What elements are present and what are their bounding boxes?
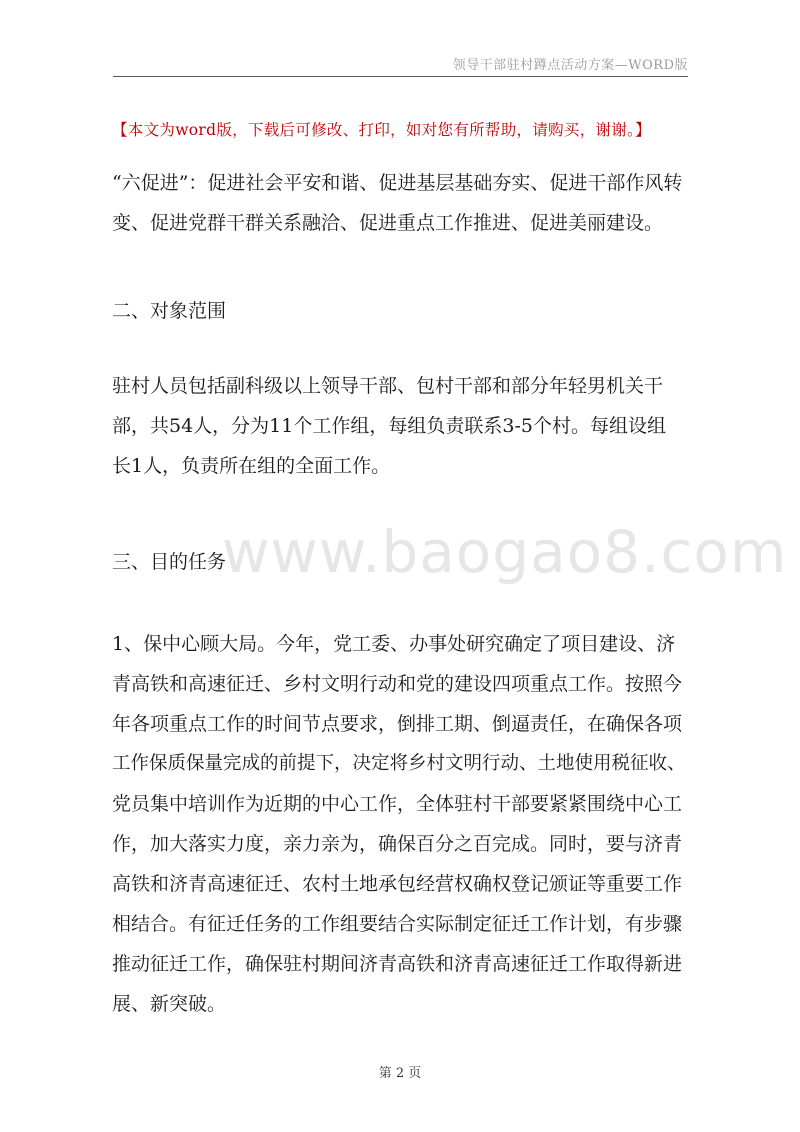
text-line: 工作保质保量完成的前提下，决定将乡村文明行动、土地使用税征收、 [112,753,686,774]
text-line: 相结合。有征迁任务的工作组要结合实际制定征迁工作计划，有步骤 [112,913,683,935]
text-line: 长1人，负责所在组的全面工作。 [112,455,391,477]
text-line: 展、新突破。 [112,993,227,1015]
text-line: 党员集中培训作为近期的中心工作，全体驻村干部要紧紧围绕中心工 [112,793,683,815]
header-rule [113,76,688,77]
text-line: 1、保中心顾大局。今年，党工委、办事处研究确定了项目建设、济 [112,633,676,655]
watermark: www.baogao8.com [222,518,788,586]
text-line: 青高铁和高速征迁、乡村文明行动和党的建设四项重点工作。按照今 [112,673,683,695]
text-line: 部，共54人，分为11个工作组，每组负责联系3-5个村。每组设组 [112,415,666,437]
paragraph-tasks [112,624,690,1024]
text-line: 高铁和济青高速征迁、农村土地承包经营权确权登记颁证等重要工作 [112,873,683,895]
text-line: 驻村人员包括副科级以上领导干部、包村干部和部分年轻男机关干 [112,375,664,397]
paragraph-six-promotions [112,163,690,243]
section-heading-tasks: 三、目的任务 [112,551,227,573]
page-number: 第 2 页 [378,1066,422,1081]
text-line: “六促进”：促进社会平安和谐、促进基层基础夯实、促进干部作风转 [112,172,683,194]
text-line: 年各项重点工作的时间节点要求，倒排工期、倒逼责任，在确保各项 [112,713,683,735]
text-line: 作，加大落实力度，亲力亲为，确保百分之百完成。同时，要与济青 [112,833,683,855]
running-header: 领导干部驻村蹲点活动方案—WORD版 [452,58,688,73]
section-heading-scope: 二、对象范围 [112,300,227,322]
purchase-notice: 【本文为word版，下载后可修改、打印，如对您有所帮助，请购买，谢谢。】 [112,121,651,139]
paragraph-scope [112,366,690,486]
text-line: 变、促进党群干群关系融洽、促进重点工作推进、促进美丽建设。 [112,212,664,234]
text-line: 推动征迁工作，确保驻村期间济青高铁和济青高速征迁工作取得新进 [112,953,683,975]
